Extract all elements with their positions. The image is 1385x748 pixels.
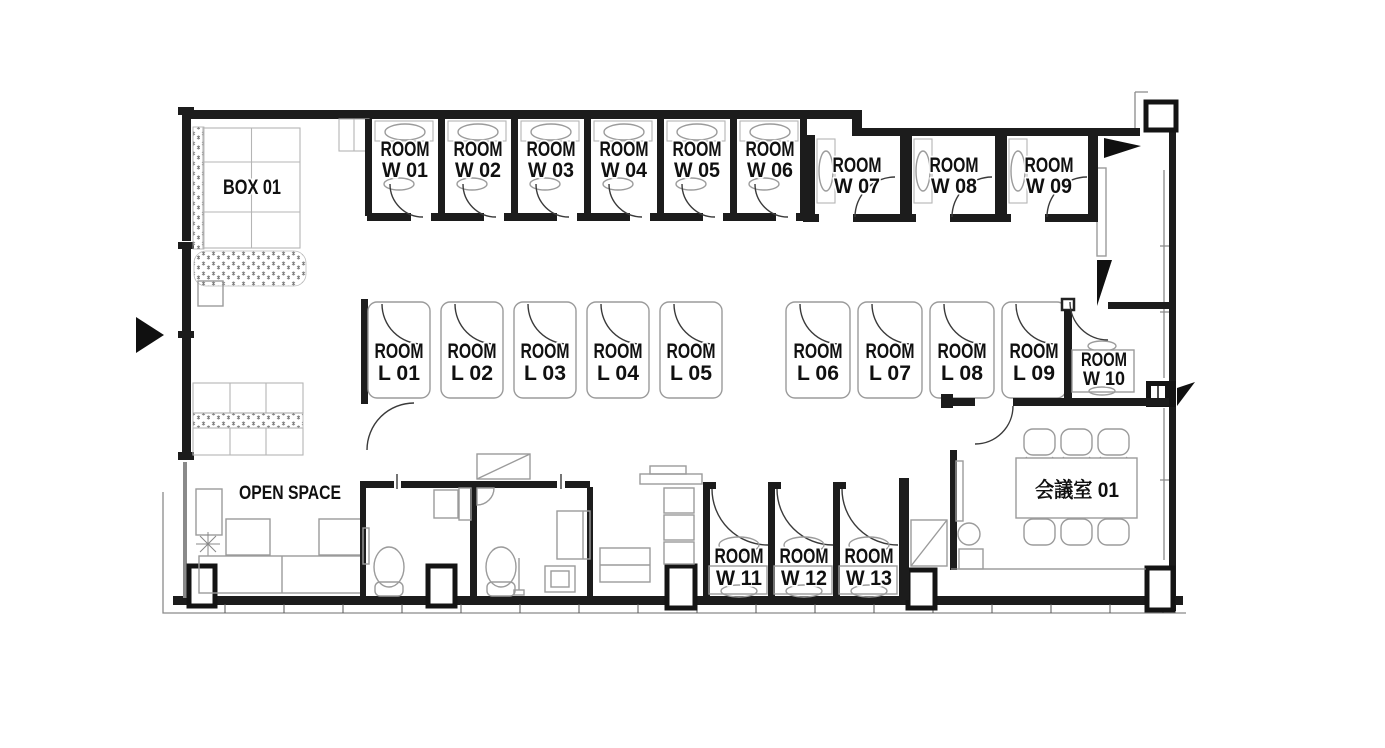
room-l02-number: L 02 — [451, 362, 493, 385]
room-w10-number: W 10 — [1083, 369, 1125, 390]
toilet-rooms — [360, 454, 593, 600]
cabinet — [959, 549, 983, 569]
meeting-room-label: 会議室 01 — [1035, 479, 1128, 502]
room-l07-number: L 07 — [869, 362, 911, 385]
room-w09-number: W 09 — [1026, 175, 1072, 198]
room-l07-name: ROOM — [865, 340, 915, 363]
corner-sink — [477, 488, 494, 505]
room-w01-name: ROOM — [380, 138, 430, 161]
side-table — [196, 489, 222, 535]
room-w03-name: ROOM — [526, 138, 576, 161]
right-shaft-marker-icon — [1097, 260, 1112, 306]
room-l08-name: ROOM — [937, 340, 987, 363]
open-space-label: OPEN SPACE — [239, 483, 341, 504]
room-w12-name: ROOM — [779, 545, 829, 568]
room-w02-name: ROOM — [453, 138, 503, 161]
room-w01-number: W 01 — [382, 159, 429, 182]
room-l01-number: L 01 — [378, 362, 421, 385]
room-l06-name: ROOM — [793, 340, 843, 363]
booths-w01-w06 — [365, 119, 810, 221]
sofa-cushion — [226, 519, 270, 555]
box-01-label: BOX 01 — [223, 176, 282, 199]
room-w13-number: W 13 — [846, 567, 892, 590]
room-w04-number: W 04 — [601, 159, 648, 182]
room-l03-name: ROOM — [520, 340, 570, 363]
plant — [958, 523, 980, 545]
toilet — [486, 547, 516, 587]
sink — [434, 490, 458, 518]
whiteboard — [956, 461, 963, 521]
room-l09-name: ROOM — [1009, 340, 1059, 363]
room-l05-name: ROOM — [666, 340, 716, 363]
room-w05-number: W 05 — [674, 159, 721, 182]
room-l05-number: L 05 — [670, 362, 713, 385]
room-w03-number: W 03 — [528, 159, 574, 182]
kitchenette — [600, 466, 702, 582]
right-entrance-marker-icon — [1177, 382, 1195, 406]
room-w08-number: W 08 — [931, 175, 978, 198]
room-w13-name: ROOM — [844, 545, 894, 568]
room-w11-name: ROOM — [714, 545, 764, 568]
room-l08-number: L 08 — [941, 362, 984, 385]
room-w10-name: ROOM — [1081, 350, 1127, 371]
room-w06-name: ROOM — [745, 138, 795, 161]
left-entrance-arrow-icon — [136, 317, 164, 353]
room-w11-number: W 11 — [716, 567, 763, 590]
room-l09-number: L 09 — [1013, 362, 1055, 385]
room-w06-number: W 06 — [747, 159, 793, 182]
room-w05-name: ROOM — [672, 138, 722, 161]
room-w04-name: ROOM — [599, 138, 649, 161]
room-w08-name: ROOM — [929, 154, 979, 177]
sofa-cushion — [319, 519, 363, 555]
room-w09-name: ROOM — [1024, 154, 1074, 177]
room-l04-name: ROOM — [593, 340, 643, 363]
room-l02-name: ROOM — [447, 340, 497, 363]
room-l04-number: L 04 — [597, 362, 640, 385]
box-01-area — [193, 119, 369, 306]
room-w07-name: ROOM — [832, 154, 882, 177]
room-w07-number: W 07 — [834, 175, 880, 198]
toilet — [374, 547, 404, 587]
room-w12-number: W 12 — [781, 567, 827, 590]
room-w02-number: W 02 — [455, 159, 501, 182]
room-l01-name: ROOM — [374, 340, 424, 363]
room-l06-number: L 06 — [797, 362, 839, 385]
top-right-door-marker-icon — [1104, 138, 1141, 158]
room-l03-number: L 03 — [524, 362, 566, 385]
